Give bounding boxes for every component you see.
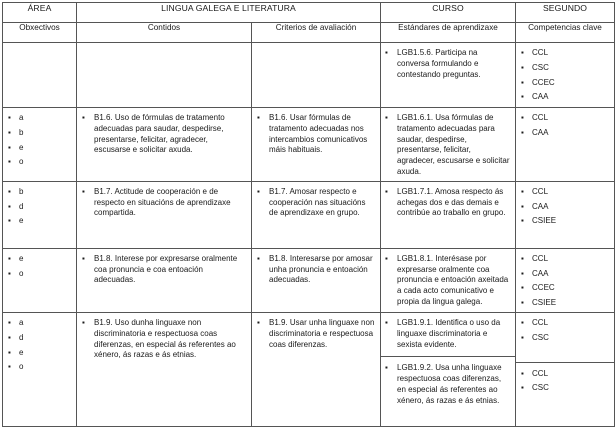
objective-label: e — [19, 347, 24, 357]
competence-label: CCL — [532, 253, 549, 263]
bullet-icon: ▪ — [8, 142, 11, 152]
competence-label: CAA — [532, 201, 549, 211]
objective-item — [8, 333, 71, 344]
col-header-objectives: Obxectivos — [3, 23, 77, 43]
bullet-icon: ▪ — [521, 92, 524, 102]
content-cell — [77, 248, 252, 312]
bullet-icon: ▪ — [8, 253, 11, 263]
column-header-row — [3, 23, 615, 43]
table-row — [3, 108, 615, 182]
objective-item — [8, 216, 71, 227]
competence-label: CSIEE — [532, 298, 557, 308]
standard-block — [385, 318, 510, 350]
bullet-icon: ▪ — [8, 317, 11, 327]
competence-label: CSC — [532, 383, 549, 393]
bullet-icon: ▪ — [8, 347, 11, 357]
objectives-cell — [3, 108, 77, 182]
bullet-icon: ▪ — [521, 383, 524, 393]
content-cell — [77, 43, 252, 108]
competences-cell — [516, 43, 615, 108]
objective-item — [8, 113, 71, 124]
standard-block — [381, 356, 515, 406]
competence-item — [521, 333, 609, 344]
objective-item — [8, 202, 71, 213]
bullet-icon: ▪ — [385, 186, 388, 196]
col-header-criteria: Criterios de avaliación — [252, 23, 381, 43]
course-label-header: CURSO — [381, 3, 516, 23]
standard-block — [385, 48, 510, 80]
objective-label: o — [19, 362, 24, 372]
competence-item — [521, 63, 609, 74]
objectives-cell — [3, 312, 77, 426]
standard-block — [385, 254, 510, 308]
objective-label: e — [19, 142, 24, 152]
bullet-icon: ▪ — [257, 113, 260, 122]
standards-cell — [381, 43, 516, 108]
bullet-icon: ▪ — [8, 127, 11, 137]
objective-label: o — [19, 157, 24, 167]
bullet-icon: ▪ — [8, 268, 11, 278]
criteria-text: B1.6. Usar fórmulas de tratamento adecuadas nos intercambios comunicativos máis habituais. — [269, 113, 368, 155]
competence-label: CCEC — [532, 283, 555, 293]
competence-label: CCL — [532, 186, 549, 196]
competence-item — [521, 383, 609, 394]
criteria-text: B1.7. Amosar respecto e cooperación nas situacións de aprendizaxe en grupo. — [269, 186, 366, 218]
course-value-header: SEGUNDO — [516, 3, 615, 23]
standard-text: LGB1.9.1. Identifica o uso da linguaxe discriminatoria e sexista evidente. — [397, 317, 501, 349]
competence-label: CSIEE — [532, 216, 557, 226]
objective-item — [8, 269, 71, 280]
objectives-cell — [3, 181, 77, 248]
bullet-icon: ▪ — [521, 113, 524, 122]
bullet-icon: ▪ — [8, 362, 11, 372]
criteria-cell — [252, 248, 381, 312]
bullet-icon: ▪ — [521, 216, 524, 226]
competence-label: CCL — [532, 113, 549, 122]
competence-item — [521, 128, 609, 139]
objective-item — [8, 157, 71, 168]
bullet-icon: ▪ — [82, 317, 85, 327]
competences-cell — [516, 248, 615, 312]
competences-list — [521, 187, 609, 227]
bullet-icon: ▪ — [521, 48, 524, 57]
standard-text: LGB1.5.6. Participa na conversa formulando e contestando preguntas. — [397, 48, 481, 79]
bullet-icon: ▪ — [257, 253, 260, 263]
objective-label: e — [19, 216, 24, 226]
criteria-text: B1.8. Interesarse por amosar unha pronuncia e entoación adecuadas. — [269, 253, 373, 285]
bullet-icon: ▪ — [257, 186, 260, 196]
content-text: B1.6. Uso de fórmulas de tratamento adecuadas para saudar, despedirse, presentarse, felicitar, agradecer, escusarse e solicitar axuda. — [94, 113, 225, 155]
competence-item — [521, 78, 609, 89]
col-header-standards: Estándares de aprendizaxe — [381, 23, 516, 43]
objective-label: d — [19, 332, 24, 342]
objective-item — [8, 187, 71, 198]
content-cell — [77, 181, 252, 248]
objectives-list — [8, 187, 71, 227]
bullet-icon: ▪ — [8, 332, 11, 342]
bullet-icon: ▪ — [8, 186, 11, 196]
bullet-icon: ▪ — [8, 113, 11, 122]
competence-item — [521, 269, 609, 280]
bullet-icon: ▪ — [521, 298, 524, 308]
bullet-icon: ▪ — [257, 317, 260, 327]
curriculum-table — [2, 2, 615, 427]
table-row — [3, 181, 615, 248]
table-row — [3, 312, 615, 426]
competence-item — [521, 216, 609, 227]
content-text: B1.8. Interese por expresarse oralmente coa pronuncia e coa entoación adecuadas. — [94, 253, 238, 285]
competence-item — [521, 187, 609, 198]
col-header-competences: Competencias clave — [516, 23, 615, 43]
bullet-icon: ▪ — [521, 332, 524, 342]
objective-label: b — [19, 186, 24, 196]
bullet-icon: ▪ — [521, 283, 524, 293]
bullet-icon: ▪ — [521, 77, 524, 87]
bullet-icon: ▪ — [8, 157, 11, 167]
objectives-list — [8, 318, 71, 373]
standard-text: LGB1.7.1. Amosa respecto ás achegas dos e das demais e contribúe ao traballo en grupo. — [397, 186, 506, 218]
standard-block — [385, 187, 510, 219]
objective-item — [8, 348, 71, 359]
bullet-icon: ▪ — [521, 62, 524, 72]
content-cell — [77, 312, 252, 426]
competences-cell — [516, 181, 615, 248]
bullet-icon: ▪ — [521, 201, 524, 211]
col-header-contents: Contidos — [77, 23, 252, 43]
content-text: B1.7. Actitude de cooperación e de respecto en situacións de aprendizaxe compartida. — [94, 186, 231, 218]
bullet-icon: ▪ — [521, 186, 524, 196]
standards-cell — [381, 312, 516, 426]
criteria-text: B1.9. Usar unha linguaxe non discriminatoria e respectuosa coas diferenzas. — [269, 317, 375, 349]
competence-label: CCL — [532, 317, 549, 327]
competence-item — [521, 369, 609, 380]
bullet-icon: ▪ — [82, 253, 85, 263]
competence-label: CAA — [532, 127, 549, 137]
criteria-cell — [252, 181, 381, 248]
competences-list — [521, 113, 609, 139]
competence-item — [521, 283, 609, 294]
bullet-icon: ▪ — [521, 317, 524, 327]
competence-label: CSC — [532, 332, 549, 342]
competence-item — [521, 298, 609, 309]
competence-label: CAA — [532, 92, 549, 102]
objective-item — [8, 128, 71, 139]
content-text: B1.9. Uso dunha linguaxe non discriminatoria e respectuosa coas diferenzas, en especial ás referentes ao xénero, ás razas e ás etnias. — [94, 317, 236, 360]
bullet-icon: ▪ — [385, 363, 388, 373]
competence-item — [521, 48, 609, 59]
bullet-icon: ▪ — [521, 127, 524, 137]
competence-item — [521, 92, 609, 103]
bullet-icon: ▪ — [521, 253, 524, 263]
bullet-icon: ▪ — [8, 216, 11, 226]
competence-item — [521, 318, 609, 329]
objective-item — [8, 143, 71, 154]
standard-text: LGB1.6.1. Usa fórmulas de tratamento adecuadas para saudar, despedirse, presentarse, felicitar, agradecer, escusarse e solicitar axuda. — [397, 113, 510, 176]
subject-header: LINGUA GALEGA E LITERATURA — [77, 3, 381, 23]
objectives-cell — [3, 43, 77, 108]
competence-item — [521, 254, 609, 265]
competence-label: CCL — [532, 368, 549, 378]
objective-item — [8, 318, 71, 329]
competence-item — [521, 202, 609, 213]
objective-item — [8, 362, 71, 373]
bullet-icon: ▪ — [385, 253, 388, 263]
competences-list — [521, 254, 609, 309]
competences-list — [516, 362, 614, 395]
bullet-icon: ▪ — [8, 201, 11, 211]
area-header: ÁREA — [3, 3, 77, 23]
criteria-cell — [252, 43, 381, 108]
objective-label: e — [19, 253, 24, 263]
competence-label: CCL — [532, 48, 549, 57]
bullet-icon: ▪ — [521, 368, 524, 378]
objective-item — [8, 254, 71, 265]
competences-list — [521, 318, 609, 344]
table-row — [3, 43, 615, 108]
competence-label: CSC — [532, 62, 549, 72]
bullet-icon: ▪ — [521, 268, 524, 278]
bullet-icon: ▪ — [385, 113, 388, 122]
criteria-cell — [252, 108, 381, 182]
standard-block — [385, 113, 510, 178]
competence-item — [521, 113, 609, 124]
standard-text: LGB1.8.1. Interésase por expresarse oralmente coa pronuncia e entoación axeitada a cada acto comunicativo e propia da lingua galega. — [397, 253, 509, 306]
objective-label: a — [19, 317, 24, 327]
standards-cell — [381, 248, 516, 312]
competence-label: CAA — [532, 268, 549, 278]
objectives-list — [8, 113, 71, 168]
content-cell — [77, 108, 252, 182]
standards-cell — [381, 108, 516, 182]
objective-label: d — [19, 201, 24, 211]
table-row — [3, 248, 615, 312]
objective-label: b — [19, 127, 24, 137]
header-row — [3, 3, 615, 23]
bullet-icon: ▪ — [82, 113, 85, 122]
standard-text: LGB1.9.2. Usa unha linguaxe respectuosa coas diferenzas, en especial ás referentes ao xénero, ás razas e ás etnias. — [397, 363, 502, 405]
competences-cell — [516, 312, 615, 426]
objectives-list — [8, 254, 71, 280]
bullet-icon: ▪ — [385, 48, 388, 57]
competences-cell — [516, 108, 615, 182]
bullet-icon: ▪ — [385, 317, 388, 327]
criteria-cell — [252, 312, 381, 426]
objectives-cell — [3, 248, 77, 312]
objective-label: a — [19, 113, 24, 122]
bullet-icon: ▪ — [82, 186, 85, 196]
standards-cell — [381, 181, 516, 248]
competences-list — [521, 48, 609, 103]
objective-label: o — [19, 268, 24, 278]
competence-label: CCEC — [532, 77, 555, 87]
